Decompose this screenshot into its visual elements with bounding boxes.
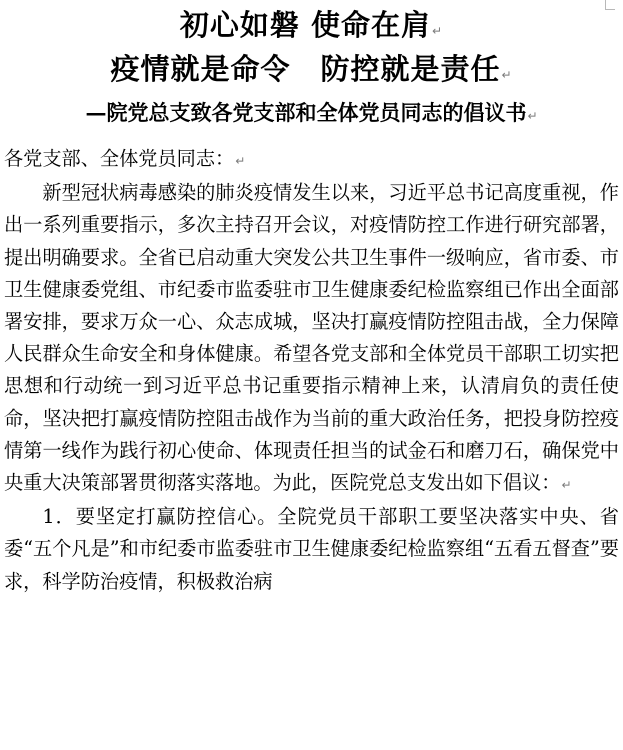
title-line-1-text: 初心如磐 使命在肩 — [179, 8, 432, 42]
paragraph-mark-icon: ↵ — [501, 68, 513, 82]
paragraph-mark-icon: ↵ — [432, 24, 444, 38]
title-line-2-text: 疫情就是命令 防控就是责任 — [110, 52, 501, 86]
subtitle-text: —院党总支致各党支部和全体党员同志的倡议书 — [85, 100, 527, 125]
paragraph-mark-icon: ↵ — [527, 109, 538, 123]
document-subtitle — [4, 98, 619, 131]
paragraph-mark-icon: ↵ — [235, 154, 246, 168]
paragraph-1-text: 新型冠状病毒感染的肺炎疫情发生以来，习近平总书记高度重视，作出一系列重要指示，多次主持召开会议，对疫情防控工作进行研究部署，提出明确要求。全省已启动重大突发公共卫生事件一级响应，省市委、市卫生健康委党组、市纪委市监委驻市卫生健康委纪检监察组已作出全面部署安排，要求万众一心、众志成城，坚决打赢疫情防控阻击战，全力保障人民群众生命安全和身体健康。希望各党支部和全体党员干部职工切实把思想和行动统一到习近平总书记重要指示精神上来，认清肩负的责任使命，坚决把打赢疫情防控阻击战作为当前的重大政治任务，把投身防控疫情第一线作为践行初心使命、体现责任担当的试金石和磨刀石，确保党中央重大决策部署贯彻落实落地。为此，医院党总支发出如下倡议： — [4, 181, 619, 495]
salutation — [4, 143, 619, 177]
paragraph-mark-icon: ↵ — [561, 478, 572, 493]
paragraph-1 — [4, 177, 619, 501]
paragraph-2 — [4, 501, 619, 598]
title-line-2 — [4, 50, 619, 94]
document-header — [4, 6, 619, 131]
salutation-text: 各党支部、全体党员同志： — [4, 147, 235, 170]
paragraph-2-text: 1．要坚定打赢防控信心。全院党员干部职工要坚决落实中央、省委“五个凡是”和市纪委市监委驻市卫生健康委纪检监察组“五看五督查”要求，科学防治疫情，积极救治病 — [4, 505, 619, 593]
page-corner-mark — [605, 0, 615, 10]
document-body — [4, 143, 619, 598]
title-line-1 — [4, 6, 619, 50]
